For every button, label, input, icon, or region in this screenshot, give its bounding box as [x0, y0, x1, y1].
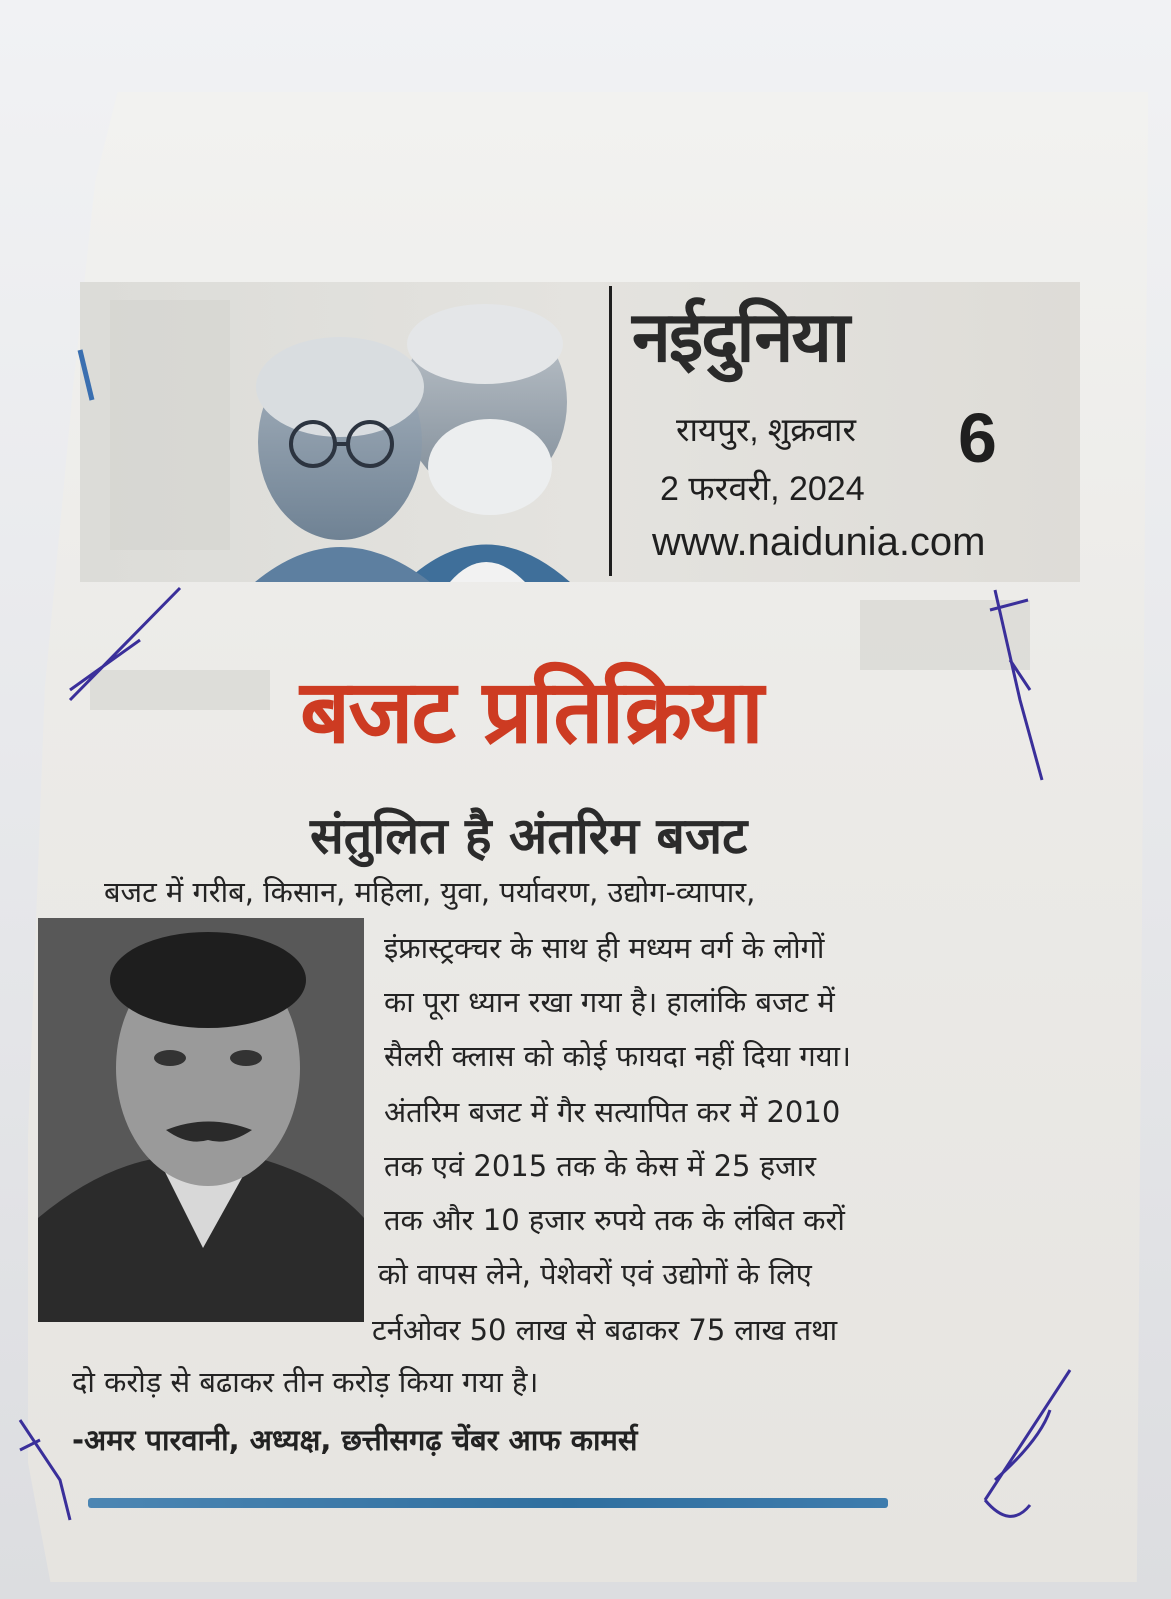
article-body-line: का पूरा ध्यान रखा गया है। हालांकि बजट में	[384, 985, 835, 1019]
dateline-date: 2 फरवरी, 2024	[660, 470, 865, 508]
man-portrait-image	[38, 918, 364, 1322]
article-body-line: बजट में गरीब, किसान, महिला, युवा, पर्यावरण, उद्योग-व्यापार,	[104, 875, 756, 909]
article-body-line: को वापस लेने, पेशेवरों एवं उद्योगों के लिए	[378, 1257, 812, 1291]
faded-background-figure	[110, 300, 230, 550]
masthead-divider	[609, 286, 612, 576]
author-photo	[38, 918, 364, 1322]
article-body-line: तक एवं 2015 तक के केस में 25 हजार	[384, 1149, 816, 1183]
footer-rule	[88, 1498, 888, 1508]
article-body-line: अंतरिम बजट में गैर सत्यापित कर में 2010	[384, 1095, 841, 1129]
article-body-line: इंफ्रास्ट्रक्चर के साथ ही मध्यम वर्ग के लोगों	[384, 931, 825, 965]
leaders-portrait-image	[235, 292, 595, 582]
article-byline: -अमर पारवानी, अध्यक्ष, छत्तीसगढ़ चेंबर आफ कामर्स	[72, 1423, 638, 1457]
article-headline: संतुलित है अंतरिम बजट	[310, 807, 748, 865]
article-body-line: तक और 10 हजार रुपये तक के लंबित करों	[384, 1203, 845, 1237]
article-body-line: टर्नओवर 50 लाख से बढाकर 75 लाख तथा	[372, 1313, 838, 1347]
dateline-city-day: रायपुर, शुक्रवार	[676, 411, 856, 448]
article-body-line: सैलरी क्लास को कोई फायदा नहीं दिया गया।	[384, 1039, 852, 1073]
newspaper-name: नईदुनिया	[632, 296, 849, 378]
page-number: 6	[958, 399, 997, 477]
section-title: बजट प्रतिक्रिया	[300, 660, 762, 763]
faded-background-text	[860, 600, 1030, 670]
faded-background-text	[90, 670, 270, 710]
article-body-line: दो करोड़ से बढाकर तीन करोड़ किया गया है।	[72, 1365, 539, 1399]
website-url: www.naidunia.com	[652, 520, 986, 564]
